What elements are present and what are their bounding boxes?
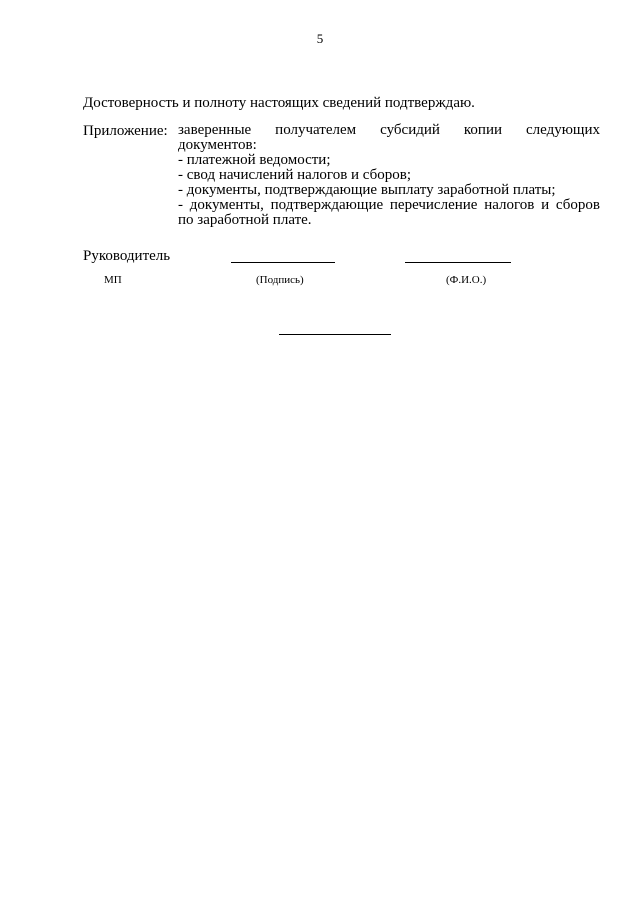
- name-caption: (Ф.И.О.): [446, 274, 487, 286]
- attachment-word: следующих: [525, 122, 601, 138]
- signature-caption: (Подпись): [256, 274, 304, 286]
- name-line: [405, 262, 511, 263]
- stamp-label: МП: [104, 274, 122, 286]
- attachment-item: - свод начислений налогов и сборов;: [178, 167, 412, 183]
- attachment-label: Приложение:: [83, 123, 168, 139]
- attachment-word: получателем: [275, 122, 357, 138]
- confirmation-statement: Достоверность и полноту настоящих сведений подтверждаю.: [83, 95, 475, 111]
- attachment-item: - документы, подтверждающие перечисление налогов и сборов: [178, 197, 600, 213]
- attachment-word: копии: [463, 122, 502, 138]
- signatory-role: Руководитель: [83, 248, 171, 264]
- attachment-word: заверенные: [178, 122, 252, 138]
- attachment-item: - документы, подтверждающие выплату заработной платы;: [178, 182, 556, 198]
- attachment-item: - платежной ведомости;: [178, 152, 331, 168]
- page-number: 5: [316, 31, 324, 46]
- attachment-item-continuation: по заработной плате.: [178, 212, 312, 228]
- end-of-document-divider: [279, 334, 391, 335]
- attachment-list: [178, 123, 600, 228]
- attachment-word: субсидий: [380, 122, 440, 138]
- attachment-intro-line: [178, 123, 600, 138]
- attachment-intro-continuation: документов:: [178, 137, 257, 153]
- signature-line: [231, 262, 335, 263]
